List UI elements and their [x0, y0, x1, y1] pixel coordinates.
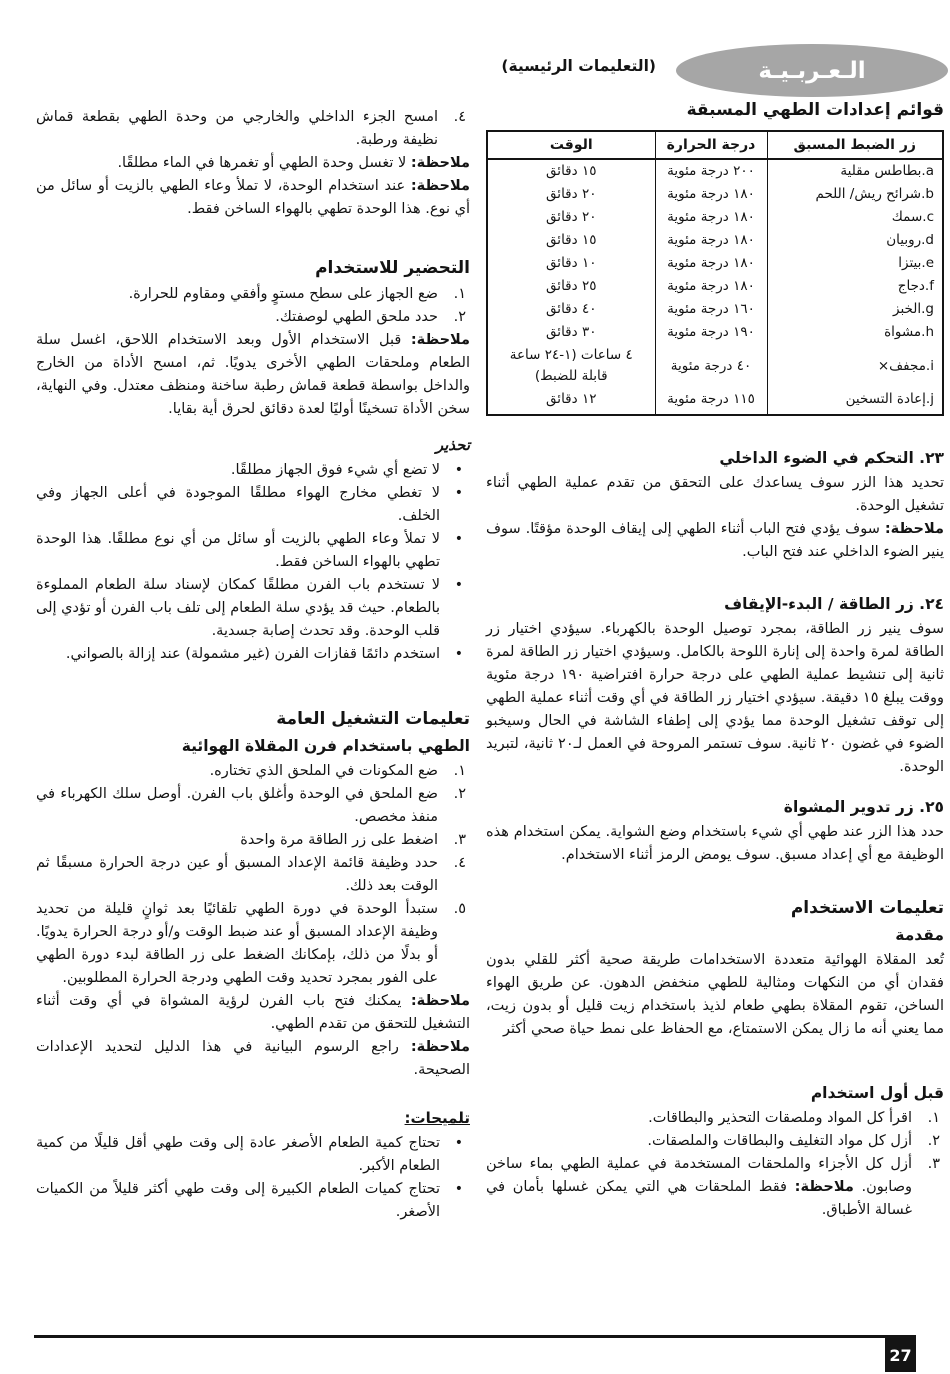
item-text: اضغط على زر الطاقة مرة واحدة	[240, 832, 438, 848]
temp-cell: ١٨٠ درجة مئوية	[655, 206, 767, 229]
table-row	[487, 229, 943, 252]
table-row	[487, 252, 943, 275]
list-item	[36, 760, 470, 783]
warning-bullet	[36, 643, 470, 666]
preset-cell: h.مشواة	[767, 321, 943, 344]
preset-cell: e.بيتزا	[767, 252, 943, 275]
bullet-icon: •	[454, 1181, 463, 1197]
time-cell: ١٠ دقائق	[487, 252, 655, 275]
note-label: ملاحظة:	[410, 1039, 470, 1055]
warning-bullet	[36, 459, 470, 482]
list-item	[36, 283, 470, 306]
table-row	[487, 321, 943, 344]
usage-intro-heading: مقدمة	[895, 926, 944, 944]
bullet-text: استخدم دائمًا قفازات الفرن (غير مشمولة) عند إزالة بالصواني.	[65, 646, 440, 662]
tip-bullet	[36, 1132, 470, 1178]
bullet-text: لا تملأ وعاء الطهي بالزيت أو سائل من أي نوع مطلقًا. هذا الوحدة تطهي بالهواء الساخن فقط.	[36, 531, 440, 570]
footer-divider	[34, 1335, 916, 1338]
temp-cell: ١٨٠ درجة مئوية	[655, 183, 767, 206]
item-text: ضع الملحق في الوحدة وأغلق باب الفرن. أوصل سلك الكهرباء في منفذ مخصص.	[36, 786, 438, 825]
note-paragraph	[36, 990, 470, 1036]
warning-bullet	[36, 528, 470, 574]
bullet-text: تحتاج كمية الطعام الأصغر عادة إلى وقت طهي أقل قليلًا من كمية الطعام الأكبر.	[36, 1135, 440, 1174]
col-header-time: الوقت	[487, 131, 655, 159]
section24-heading: ٢٤. زر الطاقة / البدء-الإيقاف	[724, 595, 944, 613]
language-badge-label: الـعـربـيـة	[758, 57, 866, 84]
preset-cell: j.إعادة التسخين	[767, 388, 943, 415]
list-item	[36, 829, 470, 852]
section24-body: سوف ينير زر الطاقة، بمجرد توصيل الوحدة بالكهرباء. سيؤدي اختيار زر الطاقة لمرة واحدة إلى إنارة اللوحة بالكامل. وسيؤدي اختيار زر الطاقة لمرة ثانية إلى تنشيط عملية الطهي على درجة حرارة افتراضية ١٩٠ درجة مئوية ووقت يبلغ ١٥ دقيقة. سيؤدي اختيار زر الطاقة في أي وقت أثناء عملية الطهي إلى توقف تشغيل الوحدة مما يؤدي إلى إطفاء الشاشة في الحال وسيخبو الضوء في غضون ٢٠ ثانية. سوف تستمر المروحة في العمل لـ٢٠ ثانية، لتبريد الوحدة.	[486, 621, 944, 775]
note-paragraph	[36, 329, 470, 421]
item-number: ٢.	[927, 1133, 940, 1149]
preset-cell: f.دجاج	[767, 275, 943, 298]
item-number: ٤.	[453, 109, 466, 125]
item-text: أزل كل مواد التغليف والبطاقات والملصقات.	[647, 1133, 912, 1149]
time-cell: ٤٠ دقائق	[487, 298, 655, 321]
language-badge	[676, 44, 948, 97]
preset-cell: d.روبيان	[767, 229, 943, 252]
table-row	[487, 388, 943, 415]
table-row	[487, 183, 943, 206]
list-item	[36, 783, 470, 829]
warning-heading: تحذير	[435, 436, 470, 454]
list-item	[36, 306, 470, 329]
item-text: ستبدأ الوحدة في دورة الطهي تلقائيًا بعد ثوانٍ قليلة من تحديد وظيفة الإعداد المسبق أو عند ضبط الوقت و/أو درجة الحرارة يدويًا. أو بدلًا من ذلك، بإمكانك الضغط على زر الطاقة لبدء دورة الطهي على الفور بمجرد تحديد وقت الطهي ودرجة الحرارة المطلوبين.	[36, 901, 438, 986]
tip-bullet	[36, 1178, 470, 1224]
section25-body: حدد هذا الزر عند طهي أي شيء باستخدام وضع الشواية. يمكن استخدام هذه الوظيفة مع أي إعداد مسبق. سوف يومض الرمز أثناء الاستخدام.	[486, 824, 944, 863]
temp-cell: ١٩٠ درجة مئوية	[655, 321, 767, 344]
preset-cell: g.الخبز	[767, 298, 943, 321]
bullet-text: لا تستخدم باب الفرن مطلقًا كمكان لإسناد سلة الطعام المملوءة بالطعام. حيث قد يؤدي سلة الطعام إلى تلف باب الفرن أو تؤدي إلى قلب الوحدة. وقد تحدث إصابة جسدية.	[36, 577, 440, 639]
content-columns	[36, 100, 944, 1224]
table-row	[487, 206, 943, 229]
table-row	[487, 159, 943, 183]
time-cell: ٤ ساعات (١-٢٤ ساعة قابلة للضبط)	[487, 344, 655, 388]
preset-cell: c.سمك	[767, 206, 943, 229]
col-header-preset: زر الضبط المسبق	[767, 131, 943, 159]
note-text: قبل الاستخدام الأول وبعد الاستخدام اللاحق، اغسل سلة الطعام وملحقات الطهي الأخرى يدويًا. ثم، امسح الأداة من الخارج والداخل بواسطة قطعة قماش رطبة ساخنة ومنظف معتدل. وفي النهاية، سخن الأداة تسخينًا أوليًا لعدة دقائق لحرق أية بقايا.	[36, 332, 470, 417]
list-item	[36, 106, 470, 152]
item-number: ٢.	[453, 786, 466, 802]
bullet-icon: •	[454, 1135, 463, 1151]
item-number: ١.	[927, 1110, 940, 1126]
bullet-icon: •	[454, 577, 463, 593]
temp-cell: ٢٠٠ درجة مئوية	[655, 159, 767, 183]
note-label: ملاحظة:	[410, 178, 470, 194]
preset-table-title: قوائم إعدادات الطهي المسبقة	[686, 100, 944, 120]
bullet-icon: •	[454, 462, 463, 478]
usage-heading: تعليمات الاستخدام	[790, 898, 944, 918]
time-cell: ٢٥ دقائق	[487, 275, 655, 298]
note-text: سوف يؤدي فتح الباب أثناء الطهي إلى إيقاف الوحدة مؤقتًا. سوف ينير الضوء الداخلي عند فتح الباب.	[486, 521, 944, 560]
time-cell: ١٢ دقائق	[487, 388, 655, 415]
item-number: ٤.	[453, 855, 466, 871]
time-cell: ٢٠ دقائق	[487, 206, 655, 229]
note-label: ملاحظة:	[410, 155, 470, 171]
list-item	[486, 1130, 944, 1153]
bullet-icon: •	[454, 485, 463, 501]
prep-heading: التحضير للاستخدام	[315, 258, 470, 278]
warning-bullet	[36, 482, 470, 528]
col-header-temperature: درجة الحرارة	[655, 131, 767, 159]
list-item	[36, 852, 470, 898]
preset-cell: i.مجفف×	[767, 344, 943, 388]
table-row	[487, 344, 943, 388]
item-number: ٥.	[453, 901, 466, 917]
note-text: لا تغسل وحدة الطهي أو تغمرها في الماء مطلقًا.	[117, 155, 407, 171]
note-paragraph	[36, 152, 470, 175]
header-subtitle: (التعليمات الرئيسية)	[501, 57, 656, 75]
general-ops-heading: تعليمات التشغيل العامة	[276, 709, 470, 729]
bullet-text: تحتاج كميات الطعام الكبيرة إلى وقت طهي أكثر قليلاً من الكميات الأصغر.	[36, 1181, 440, 1220]
general-ops-subheading: الطهي باستخدام فرن المقلاة الهوائية	[181, 737, 470, 755]
table-row	[487, 298, 943, 321]
item-number: ١.	[453, 286, 466, 302]
note-label: ملاحظة:	[410, 332, 471, 348]
table-row	[487, 275, 943, 298]
temp-cell: ١٦٠ درجة مئوية	[655, 298, 767, 321]
temp-cell: ١٨٠ درجة مئوية	[655, 275, 767, 298]
section23-body: تحديد هذا الزر سوف يساعدك على التحقق من تقدم عملية الطهي أثناء تشغيل الوحدة.	[486, 475, 944, 514]
item-text: ضع الجهاز على سطح مستوٍ وأفقي ومقاوم للحرارة.	[128, 286, 438, 302]
item-text: ضع المكونات في الملحق الذي تختاره.	[209, 763, 438, 779]
item-number: ٢.	[453, 309, 466, 325]
preset-table	[486, 130, 944, 416]
warning-bullet	[36, 574, 470, 643]
list-item	[486, 1107, 944, 1130]
note-label: ملاحظة:	[410, 993, 471, 1009]
list-item	[36, 898, 470, 990]
time-cell: ١٥ دقائق	[487, 229, 655, 252]
note-text: عند استخدام الوحدة، لا تملأ وعاء الطهي بالزيت أو سائل من أي نوع. هذا الوحدة تطهي بالهواء الساخن فقط.	[36, 178, 470, 217]
item-text: أزل كل الأجزاء والملحقات المستخدمة في عملية الطهي بماء ساخن وصابون.	[486, 1156, 913, 1195]
item-number: ١.	[453, 763, 466, 779]
temp-cell: ١٨٠ درجة مئوية	[655, 229, 767, 252]
note-text: راجع الرسوم البيانية في هذا الدليل لتحديد الإعدادات الصحيحة.	[36, 1039, 470, 1078]
preset-cell: a.بطاطس مقلية	[767, 159, 943, 183]
note-label: ملاحظة:	[884, 521, 944, 537]
time-cell: ٢٠ دقائق	[487, 183, 655, 206]
note-paragraph	[36, 175, 470, 221]
left-column	[36, 100, 470, 1224]
item-number: ٣.	[453, 832, 466, 848]
bullet-icon: •	[454, 646, 463, 662]
time-cell: ١٥ دقائق	[487, 159, 655, 183]
before-first-use-heading: قبل أول استخدام	[810, 1084, 944, 1102]
temp-cell: ٤٠ درجة مئوية	[655, 344, 767, 388]
section23-note	[486, 518, 944, 564]
item-text: حدد وظيفة قائمة الإعداد المسبق أو عين درجة الحرارة مسبقًا ثم الوقت بعد ذلك.	[36, 855, 438, 894]
note-paragraph	[36, 1036, 470, 1082]
item-text: اقرأ كل المواد وملصقات التحذير والبطاقات.	[648, 1110, 912, 1126]
item-number: ٣.	[927, 1156, 940, 1172]
bullet-text: لا تضع أي شيء فوق الجهاز مطلقًا.	[230, 462, 440, 478]
bullet-icon: •	[454, 531, 463, 547]
section25-heading: ٢٥. زر تدوير المشواة	[783, 798, 944, 816]
bullet-text: لا تغطي مخارج الهواء مطلقًا الموجودة في أعلى الجهاز وفي الخلف.	[36, 485, 440, 524]
item-text: امسح الجزء الداخلي والخارجي من وحدة الطهي بقطعة قماش نظيفة ورطبة.	[36, 109, 438, 148]
note-label: ملاحظة:	[794, 1179, 854, 1195]
section23-heading: ٢٣. التحكم في الضوء الداخلي	[719, 449, 944, 467]
usage-intro-body: تُعد المقلاة الهوائية متعددة الاستخدامات طريقة صحية أكثر للقلي بدون فقدان أي من النكهات ومثالية للطهي منخفض الدهون. عن طريق الهواء الساخن، تقوم المقلاة بطهي طعام لذيذ باستخدام زيت قليل أو بدون زيت، مما يعني أنه ما زال يمكن الاستمتاع، مع الحفاظ على نمط حياة صحي أكثر	[486, 952, 944, 1037]
preset-cell: b.شرائح ريش/ اللحم	[767, 183, 943, 206]
temp-cell: ١٨٠ درجة مئوية	[655, 252, 767, 275]
page-number-badge: 27	[885, 1338, 916, 1372]
item-text: حدد ملحق الطهي لوصفتك.	[275, 309, 438, 325]
time-cell: ٣٠ دقائق	[487, 321, 655, 344]
tips-heading: تلميحات:	[404, 1109, 470, 1127]
list-item	[486, 1153, 944, 1222]
note-text: يمكنك فتح باب الفرن لرؤية المشواة في أي وقت أثناء التشغيل للتحقق من تقدم الطهي.	[36, 993, 470, 1032]
note-text: فقط الملحقات هي التي يمكن غسلها بأمان في غسالة الأطباق.	[486, 1179, 912, 1218]
temp-cell: ١١٥ درجة مئوية	[655, 388, 767, 415]
right-column	[486, 100, 944, 1224]
table-header-row	[487, 131, 943, 159]
